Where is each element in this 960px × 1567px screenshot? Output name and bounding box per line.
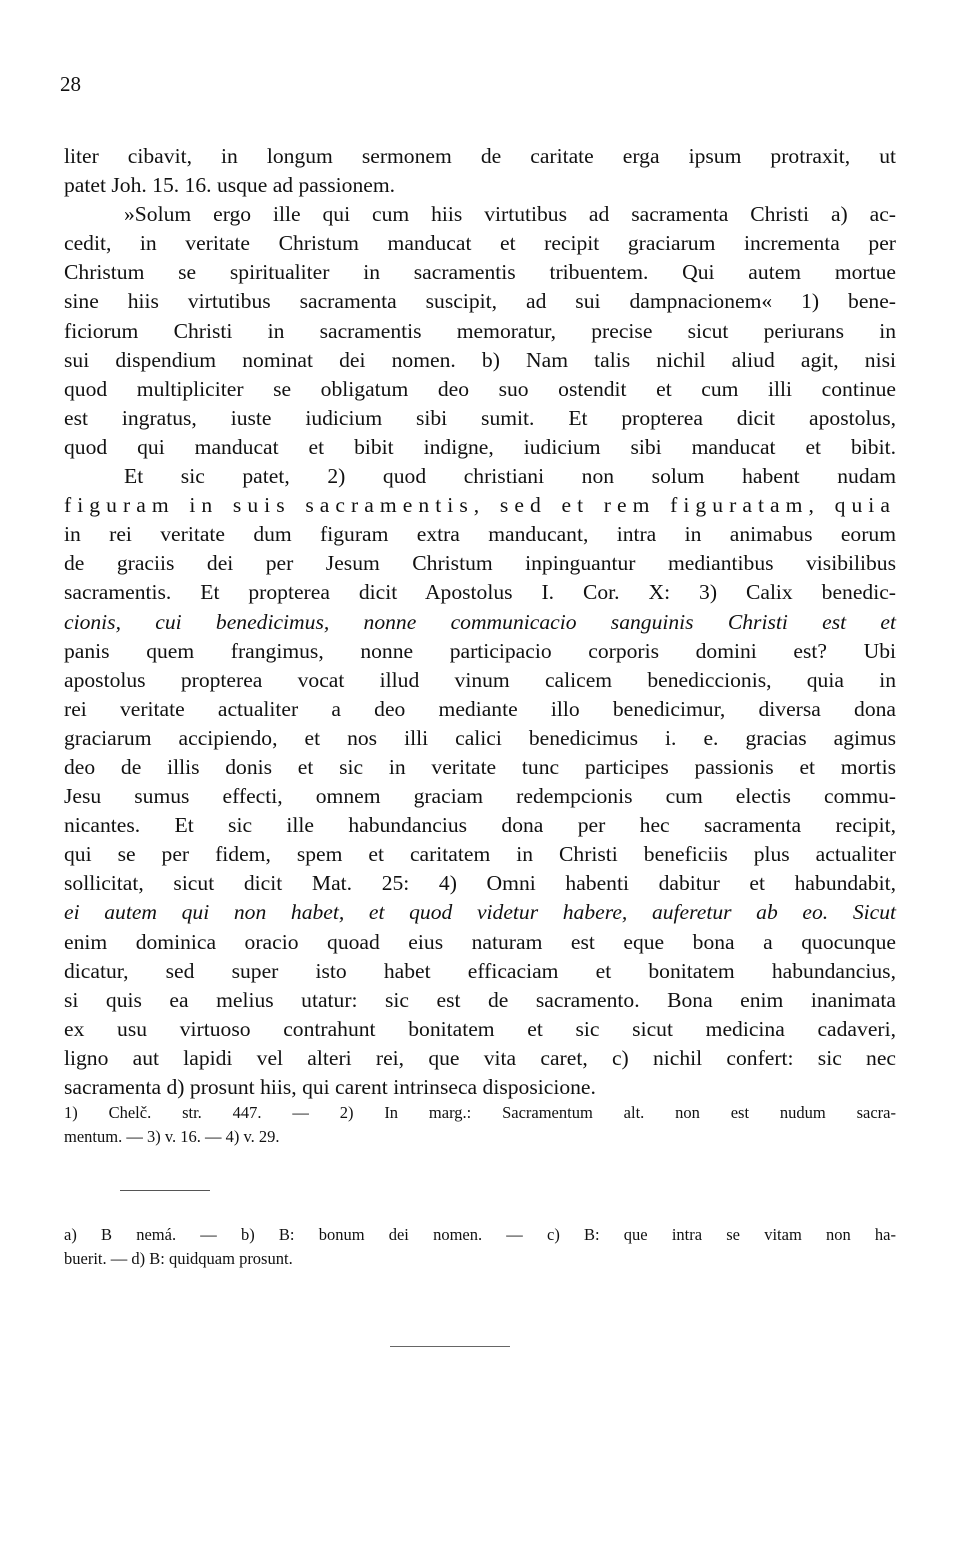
body-line: Et sic patet, 2) quod christiani non solum habent nudam xyxy=(124,464,896,489)
body-line: sacramenta d) prosunt hiis, qui carent intrinseca disposicione. xyxy=(64,1075,596,1099)
body-line: sine hiis virtutibus sacramenta suscipit, ad sui dampnacionem« 1) bene- xyxy=(64,289,896,314)
body-line: graciarum accipiendo, et nos illi calici benedicimus i. e. gracias agimus xyxy=(64,725,896,750)
body-line: »Solum ergo ille qui cum hiis virtutibus ad sacramenta Christi a) ac- xyxy=(124,202,896,227)
body-line: Christum se spiritualiter in sacramentis tribuentem. Qui autem mortue xyxy=(64,260,896,285)
body-line: ei autem qui non habet, et quod videtur habere, auferetur ab eo. Sicut xyxy=(64,900,896,925)
body-line: qui se per fidem, spem et caritatem in Christi beneficiis plus actualiter xyxy=(64,842,896,867)
body-line: liter cibavit, in longum sermonem de caritate erga ipsum protraxit, ut xyxy=(64,144,896,168)
body-line: de graciis dei per Jesum Christum inpinguantur mediantibus visibilibus xyxy=(64,551,896,576)
body-line: in rei veritate dum figuram extra manducant, intra in animabus eorum xyxy=(64,522,896,547)
body-line: apostolus propterea vocat illud vinum calicem benediccionis, quia in xyxy=(64,667,896,692)
body-line: ex usu virtuoso contrahunt bonitatem et sic sicut medicina cadaveri, xyxy=(64,1016,896,1041)
body-line: est ingratus, iuste iudicium sibi sumit. Et propterea dicit apostolus, xyxy=(64,405,896,430)
body-line: Jesu sumus effecti, omnem graciam redempcionis cum electis commu- xyxy=(64,784,896,809)
body-line: sui dispendium nominat dei nomen. b) Nam talis nichil aliud agit, nisi xyxy=(64,347,896,372)
body-line: enim dominica oracio quoad eius naturam est eque bona a quocunque xyxy=(64,929,896,954)
body-line: si quis ea melius utatur: sic est de sacramento. Bona enim inanimata xyxy=(64,987,896,1012)
variant-readings xyxy=(64,1223,896,1271)
body-line: dicatur, sed super isto habet efficaciam et bonitatem habundancius, xyxy=(64,958,896,983)
variant-line: a) B nemá. — b) B: bonum dei nomen. — c) B: que intra se vitam non ha- xyxy=(64,1225,896,1244)
page-number: 28 xyxy=(60,72,81,96)
body-line: figuram in suis sacramentis, sed et rem figuratam, quia xyxy=(64,493,896,518)
body-line: deo de illis donis et sic in veritate tunc participes passionis et mortis xyxy=(64,754,896,779)
body-line: ligno aut lapidi vel alteri rei, que vita caret, c) nichil confert: sic nec xyxy=(64,1045,896,1070)
body-line: quod qui manducat et bibit indigne, iudicium sibi manducat et bibit. xyxy=(64,434,896,459)
body-line: cionis, cui benedicimus, nonne communicacio sanguinis Christi est et xyxy=(64,609,896,634)
body-line: sollicitat, sicut dicit Mat. 25: 4) Omni habenti dabitur et habundabit, xyxy=(64,871,896,896)
footnote-line: 1) Chelč. str. 447. — 2) In marg.: Sacramentum alt. non est nudum sacra- xyxy=(64,1103,896,1122)
body-line: rei veritate actualiter a deo mediante illo benedicimur, diversa dona xyxy=(64,696,896,721)
body-line: nicantes. Et sic ille habundancius dona per hec sacramenta recipit, xyxy=(64,813,896,838)
footnotes xyxy=(64,1101,896,1149)
body-text xyxy=(64,142,896,1102)
body-line: cedit, in veritate Christum manducat et recipit graciarum incrementa per xyxy=(64,231,896,256)
body-line: panis quem frangimus, nonne participacio corporis domini est? Ubi xyxy=(64,638,896,663)
body-line: ficiorum Christi in sacramentis memoratur, precise sicut periurans in xyxy=(64,318,896,343)
body-line: sacramentis. Et propterea dicit Apostolus I. Cor. X: 3) Calix benedic- xyxy=(64,580,896,605)
footnote-line: mentum. — 3) v. 16. — 4) v. 29. xyxy=(64,1127,280,1146)
page-end-rule xyxy=(390,1346,510,1347)
body-line: quod multipliciter se obligatum deo suo ostendit et cum illi continue xyxy=(64,376,896,401)
footnote-divider xyxy=(120,1190,210,1191)
body-line: patet Joh. 15. 16. usque ad passionem. xyxy=(64,173,396,198)
variant-line: buerit. — d) B: quidquam prosunt. xyxy=(64,1249,293,1268)
